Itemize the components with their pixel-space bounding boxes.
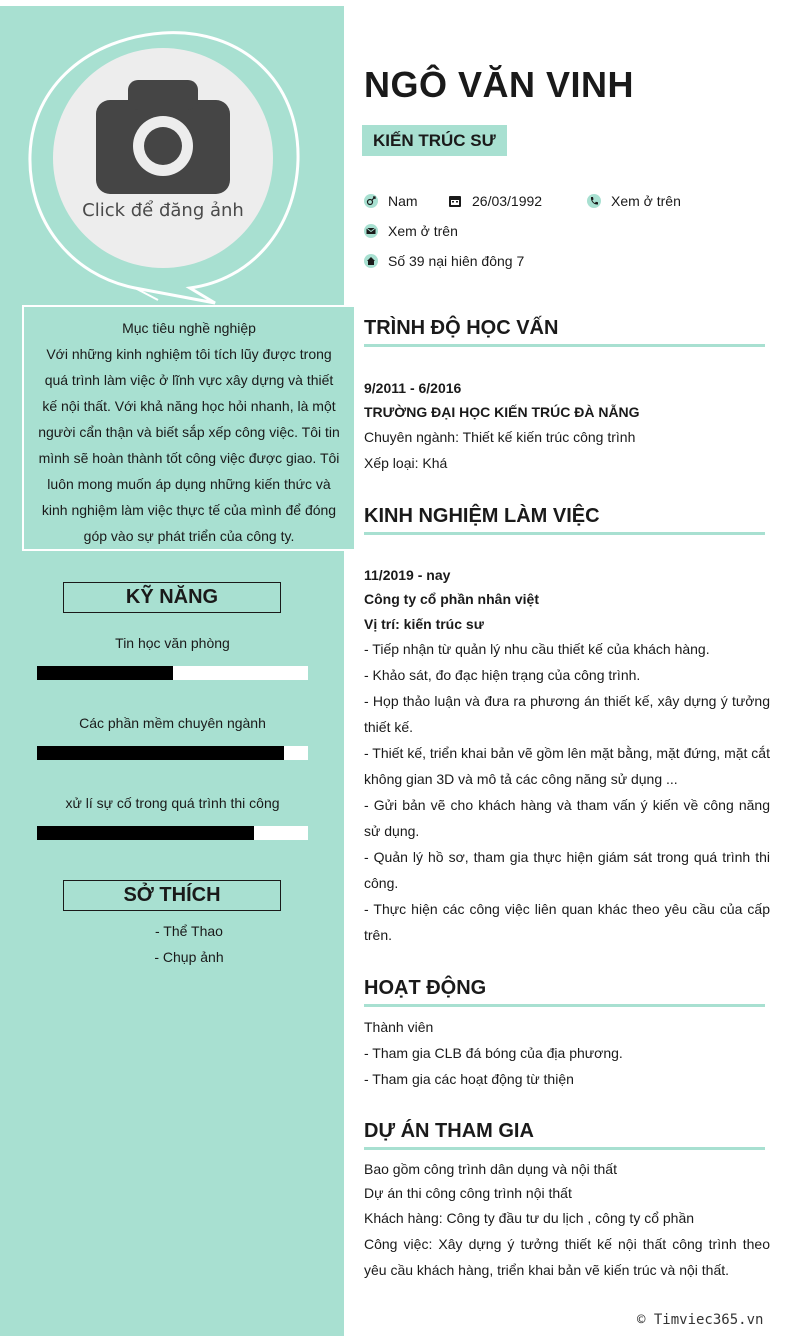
objective-text: Với những kinh nghiệm tôi tích lũy được trong quá trình làm việc ở lĩnh vực xây dựng và thiết kế nội thất. Với khả năng học hỏi nhanh, là một người cẩn thận và biết sắp xếp công việc. Tôi tin mình sẽ hoàn thành tốt công việc được giao. Tôi luôn mong muốn áp dụng những kiến thức và kinh nghiệm làm việc thực tế của mình để đóng góp vào sự phát triển của công ty. [38,346,340,544]
address-info [364,253,524,269]
duty-item: - Gửi bản vẽ cho khách hàng và tham vấn ý kiến về công năng sử dụng. [364,797,770,839]
email-icon [364,224,378,238]
objective-title: Mục tiêu nghề nghiệp [122,320,256,336]
project-work: Công việc: Xây dựng ý tưởng thiết kế nội thất công trình theo yêu cầu khách hàng, triển khai bản vẽ kiến trúc và nội thất. [364,1236,770,1278]
projects-title: DỰ ÁN THAM GIA [364,1120,534,1142]
phone-info [587,193,681,209]
camera-icon[interactable] [96,80,230,194]
skill-bar-fill [37,746,284,760]
project-line: Dự án thi công công trình nội thất [364,1185,572,1201]
activity-item: - Tham gia các hoạt động từ thiện [364,1071,574,1087]
birthday-value: 26/03/1992 [472,193,543,209]
upload-photo-caption[interactable]: Click để đăng ảnh [82,200,244,221]
section-divider [364,532,765,535]
project-line: Bao gồm công trình dân dụng và nội thất [364,1161,617,1177]
skill-label: Các phần mềm chuyên ngành [79,715,266,731]
education-period: 9/2011 - 6/2016 [364,380,462,396]
hobbies-header: SỞ THÍCH [63,880,281,911]
email-value: Xem ở trên [388,223,458,239]
section-divider [364,344,765,347]
duty-item: - Họp thảo luận và đưa ra phương án thiết kế, xây dựng ý tưởng thiết kế. [364,693,770,735]
duty-item: - Thiết kế, triển khai bản vẽ gồm lên mặt bằng, mặt đứng, mặt cắt không gian 3D và mô tả các công năng sử dụng ... [364,745,770,787]
experience-company: Công ty cổ phần nhân việt [364,591,540,607]
education-title: TRÌNH ĐỘ HỌC VẤN [364,317,559,339]
skill-bar-fill [37,666,173,680]
duty-item: - Tiếp nhận từ quản lý nhu cầu thiết kế của khách hàng. [364,641,710,657]
job-title-badge: KIẾN TRÚC SƯ [362,125,507,156]
education-grade: Xếp loại: Khá [364,455,448,471]
skill-label: xử lí sự cố trong quá trình thi công [65,795,280,811]
home-icon [364,254,378,268]
skill-label: Tin học văn phòng [115,635,230,651]
birthday-info [448,193,542,209]
experience-period: 11/2019 - nay [364,567,451,583]
experience-title: KINH NGHIỆM LÀM VIỆC [364,505,600,527]
skill-bar-fill [37,826,254,840]
hobby-item: - Thể Thao [155,923,223,939]
education-major: Chuyên ngành: Thiết kế kiến trúc công trình [364,429,636,445]
gender-icon [364,194,378,208]
phone-icon [587,194,601,208]
section-divider [364,1004,765,1007]
activity-role: Thành viên [364,1019,434,1035]
phone-value: Xem ở trên [611,193,681,209]
calendar-icon [448,194,462,208]
experience-position: Vị trí: kiến trúc sư [364,616,484,632]
skill-bar [37,746,308,760]
skills-header: KỸ NĂNG [63,582,281,613]
email-info [364,223,458,239]
gender-info [364,193,418,209]
duty-item: - Quản lý hồ sơ, tham gia thực hiện giám sát trong quá trình thi công. [364,849,770,891]
candidate-name: NGÔ VĂN VINH [364,64,635,105]
address-value: Số 39 nại hiên đông 7 [388,253,525,269]
footer-watermark: © Timviec365.vn [637,1312,764,1328]
skill-bar [37,826,308,840]
duty-item: - Thực hiện các công việc liên quan khác theo yêu cầu của cấp trên. [364,901,770,943]
hobby-item: - Chụp ảnh [154,949,224,965]
experience-duties [364,636,770,948]
project-line: Khách hàng: Công ty đầu tư du lịch , công ty cổ phần [364,1210,695,1226]
career-objective [22,305,356,551]
activities-title: HOẠT ĐỘNG [364,977,487,999]
section-divider [364,1147,765,1150]
activity-item: - Tham gia CLB đá bóng của địa phương. [364,1045,623,1061]
skill-bar [37,666,308,680]
education-school: TRƯỜNG ĐẠI HỌC KIẾN TRÚC ĐÀ NẴNG [364,404,640,420]
gender-value: Nam [388,193,418,209]
duty-item: - Khảo sát, đo đạc hiện trạng của công trình. [364,667,641,683]
